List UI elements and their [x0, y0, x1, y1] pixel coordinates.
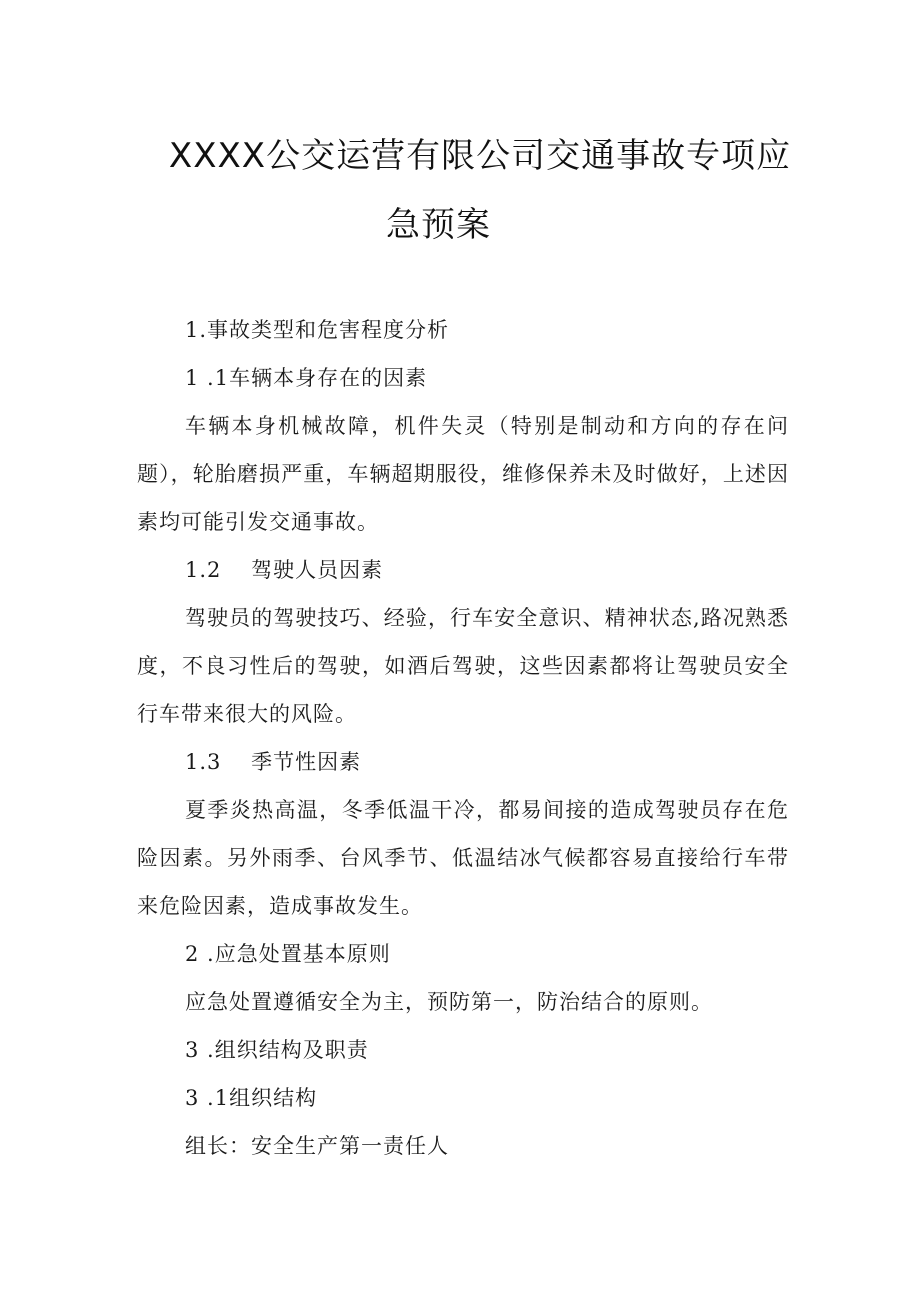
- document-body: [137, 306, 789, 1170]
- subsection-heading-1-2: 1.2 驾驶人员因素: [185, 558, 384, 582]
- subsection-heading-1-1: 1 .1车辆本身存在的因素: [185, 366, 428, 390]
- paragraph-vehicle-factors: 车辆本身机械故障，机件失灵（特别是制动和方向的存在问题），轮胎磨损严重，车辆超期服役，维修保养未及时做好，上述因素均可能引发交通事故。: [137, 414, 789, 534]
- document-title-line-1: XXXX公交运营有限公司交通事故专项应: [168, 136, 792, 176]
- subsection-heading-1-3: 1.3 季节性因素: [185, 750, 362, 774]
- paragraph-team-leader: 组长：安全生产第一责任人: [185, 1134, 449, 1158]
- paragraph-seasonal-factors: 夏季炎热高温，冬季低温干冷，都易间接的造成驾驶员存在危险因素。另外雨季、台风季节、低温结冰气候都容易直接给行车带来危险因素，造成事故发生。: [137, 798, 789, 918]
- document-title-line-2: 急预案: [386, 205, 491, 245]
- subsection-heading-3-1: 3 .1组织结构: [185, 1086, 318, 1110]
- paragraph-driver-factors: 驾驶员的驾驶技巧、经验，行车安全意识、精神状态,路况熟悉度，不良习性后的驾驶，如酒后驾驶，这些因素都将让驾驶员安全行车带来很大的风险。: [137, 606, 789, 726]
- paragraph-basic-principles: 应急处置遵循安全为主，预防第一，防治结合的原则。: [185, 990, 713, 1014]
- section-heading-2: 2 .应急处置基本原则: [185, 942, 391, 966]
- section-heading-1: 1.事故类型和危害程度分析: [185, 318, 450, 342]
- section-heading-3: 3 .组织结构及职责: [185, 1038, 369, 1062]
